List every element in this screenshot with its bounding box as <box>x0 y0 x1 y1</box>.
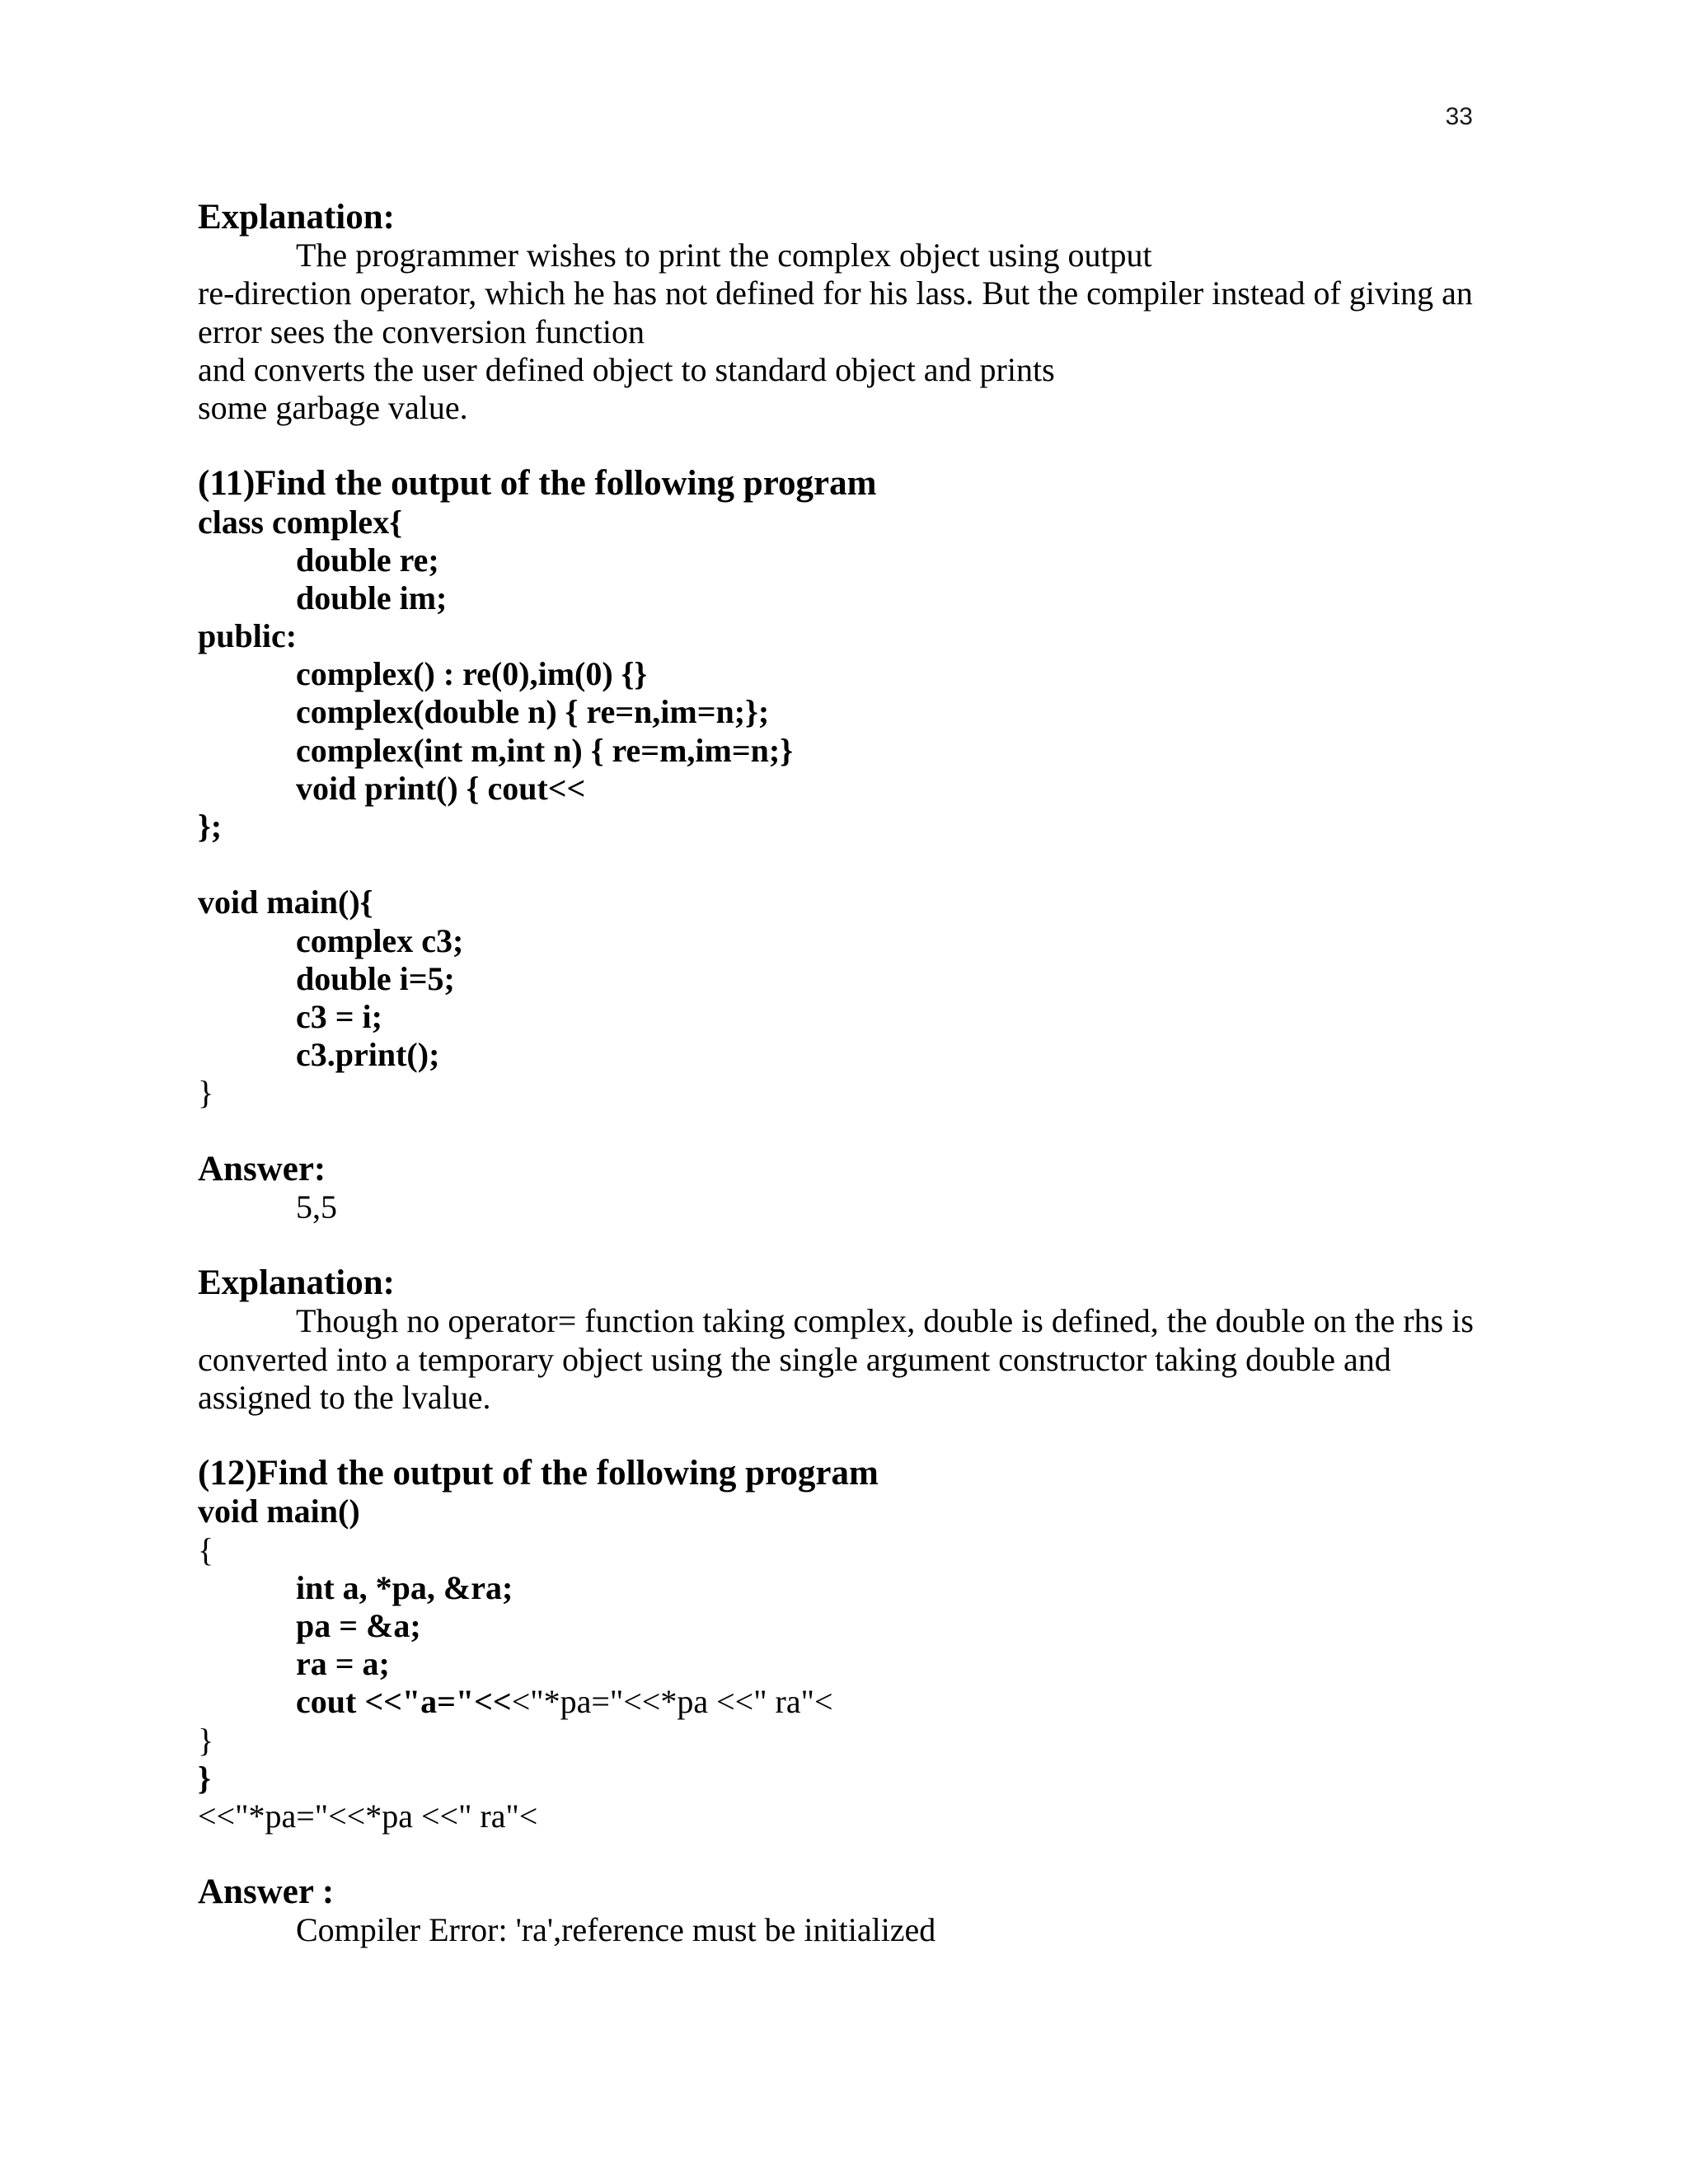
body-line: re-direction operator, which he has not defined for his lass. But the compiler instead of giving an <box>198 274 1473 312</box>
code-line <box>198 1683 1517 1721</box>
code-line: int a, *pa, &ra; <box>296 1568 513 1606</box>
code-line: public: <box>198 617 298 655</box>
code-line: void print() { cout<< <box>296 769 586 807</box>
line-spacer <box>198 1835 1517 1873</box>
explanation-heading: Explanation: <box>198 198 395 237</box>
code-line: } <box>198 1074 214 1112</box>
code-line: pa = &a; <box>296 1606 421 1644</box>
body-line: Though no operator= function taking complex, double is defined, the double on the rhs is <box>296 1302 1474 1340</box>
code-line: complex c3; <box>296 921 464 959</box>
code-line: double i=5; <box>296 959 455 997</box>
answer-heading: Answer : <box>198 1872 335 1912</box>
body-line: The programmer wishes to print the complex object using output <box>296 237 1152 274</box>
code-line: c3 = i; <box>296 997 382 1035</box>
line-spacer <box>198 427 1517 465</box>
code-line: <<"*pa="<<*pa <<" ra"< <box>198 1797 538 1835</box>
line-spacer <box>198 1113 1517 1151</box>
code-segment-bold: cout <<"a="<< <box>296 1683 512 1721</box>
code-line: class complex{ <box>198 503 402 541</box>
answer-text: Compiler Error: 'ra',reference must be initialized <box>296 1911 936 1949</box>
code-line: } <box>198 1759 211 1797</box>
answer-heading: Answer: <box>198 1149 326 1188</box>
body-line: converted into a temporary object using the single argument constructor taking double and <box>198 1340 1391 1378</box>
code-line: double re; <box>296 541 439 579</box>
code-line: void main() <box>198 1493 360 1530</box>
line-spacer <box>198 846 1517 883</box>
code-line: complex(int m,int n) { re=m,im=n;} <box>296 731 793 769</box>
page-content <box>198 199 1517 1950</box>
body-line: and converts the user defined object to standard object and prints <box>198 350 1055 388</box>
code-segment-regular: <"*pa="<<*pa <<" ra"< <box>511 1683 833 1721</box>
body-line: assigned to the lvalue. <box>198 1378 491 1416</box>
code-line: double im; <box>296 579 448 616</box>
code-line: complex(double n) { re=n,im=n;}; <box>296 693 770 731</box>
body-line: some garbage value. <box>198 388 468 426</box>
code-line: } <box>198 1721 214 1759</box>
answer-text: 5,5 <box>296 1188 337 1226</box>
code-line: void main(){ <box>198 883 373 921</box>
question-heading: (11)Find the output of the following program <box>198 464 877 504</box>
code-line: complex() : re(0),im(0) {} <box>296 655 648 693</box>
page-number: 33 <box>1445 103 1473 130</box>
question-heading: (12)Find the output of the following program <box>198 1454 879 1493</box>
explanation-heading: Explanation: <box>198 1263 395 1303</box>
code-line: c3.print(); <box>296 1036 440 1074</box>
code-line: }; <box>198 808 223 845</box>
code-line: { <box>198 1530 214 1568</box>
body-line: error sees the conversion function <box>198 312 645 350</box>
code-line: ra = a; <box>296 1645 390 1683</box>
line-spacer <box>198 1417 1517 1455</box>
line-spacer <box>198 1226 1517 1264</box>
